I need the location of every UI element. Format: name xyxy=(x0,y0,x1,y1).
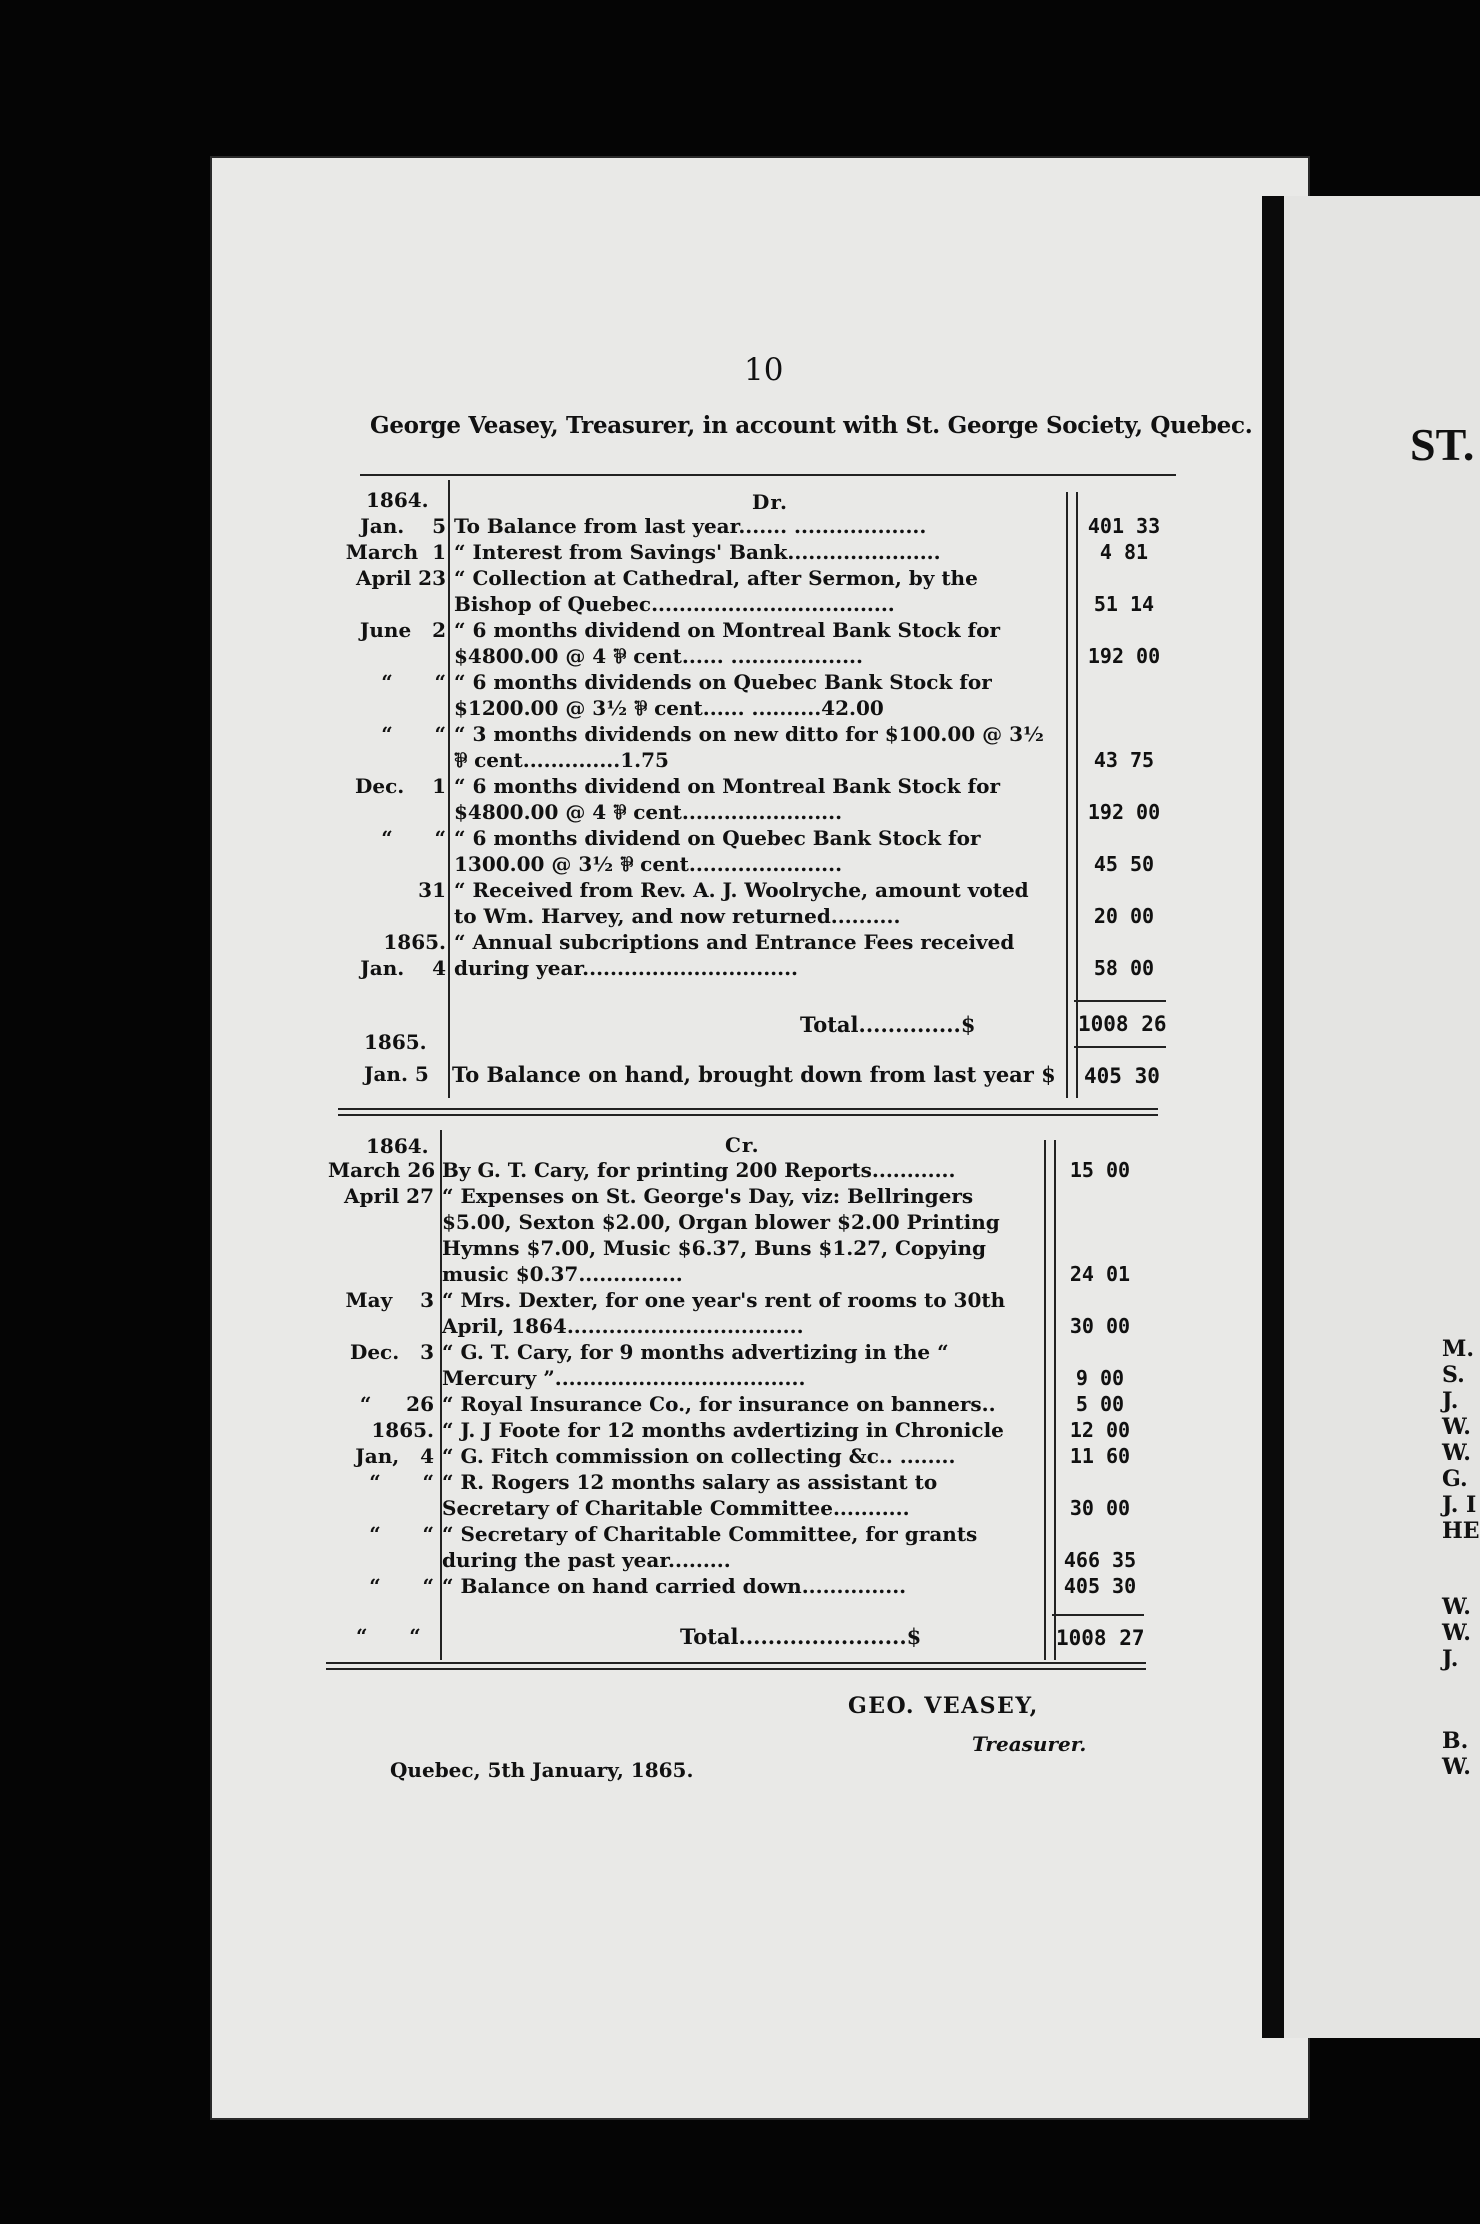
entry-date: March 1 xyxy=(345,540,446,564)
signature-name: GEO. VEASEY, xyxy=(848,1693,1039,1719)
entry-description: “ Expenses on St. George's Day, viz: Bellringers $5.00, Sexton $2.00, Organ blower $2.00 Printing Hymns $7.00, Music $6.37, Buns $1.27, Copying music $0.37............... xyxy=(442,1184,1000,1286)
page-heading: George Veasey, Treasurer, in account with St. George Society, Quebec. xyxy=(370,412,1253,439)
ledger-entry xyxy=(340,929,1170,981)
ledger-entry xyxy=(340,773,1170,825)
ledger-entry xyxy=(340,539,1170,565)
ledger-entry xyxy=(340,825,1170,877)
entry-description: “ Secretary of Charitable Committee, for grants during the past year......... xyxy=(442,1522,978,1572)
entry-amount: 20 00 xyxy=(1093,904,1155,928)
entry-description: “ Interest from Savings' Bank...................... xyxy=(454,540,941,564)
ledger-entry xyxy=(340,565,1170,617)
credit-total-date: “ “ xyxy=(356,1624,421,1648)
entry-description: “ J. J Foote for 12 months avdertizing in Chronicle xyxy=(442,1418,1004,1442)
entry-amount: 43 75 xyxy=(1093,748,1155,772)
entry-date: “ “ xyxy=(369,1470,434,1494)
entry-amount: 45 50 xyxy=(1093,852,1155,876)
credit-total-label: Total.......................$ xyxy=(680,1624,922,1649)
facing-fragment: M. xyxy=(1442,1336,1475,1362)
ledger-entry xyxy=(328,1443,1146,1469)
entry-date: June 2 xyxy=(359,618,446,642)
entry-description: “ Balance on hand carried down............... xyxy=(442,1574,907,1598)
entry-description: To Balance from last year....... ................... xyxy=(454,514,927,538)
entry-amount: 401 33 xyxy=(1087,514,1161,538)
entry-description: “ Collection at Cathedral, after Sermon, by the Bishop of Quebec................................... xyxy=(454,566,978,616)
entry-date: “ “ xyxy=(381,670,446,694)
entry-date: March 26 xyxy=(328,1158,436,1182)
entry-description: “ G. Fitch commission on collecting &c.. ........ xyxy=(442,1444,956,1468)
ledger-entry xyxy=(340,513,1170,539)
entry-amount: 12 00 xyxy=(1069,1418,1131,1442)
credit-bottom-rule xyxy=(326,1662,1146,1664)
facing-fragment: J. I xyxy=(1442,1492,1477,1518)
page-number: 10 xyxy=(744,352,784,388)
ledger-entry xyxy=(328,1339,1146,1391)
credit-entries xyxy=(328,1157,1146,1599)
facing-fragment: B. xyxy=(1442,1728,1469,1754)
entry-date: “ “ xyxy=(369,1574,434,1598)
entry-date: Dec. 3 xyxy=(349,1340,434,1364)
debit-title: Dr. xyxy=(752,490,789,514)
entry-description: “ 6 months dividend on Montreal Bank Stock for $4800.00 @ 4 ⅌ cent....................... xyxy=(454,774,1000,824)
debit-total-amount: 1008 26 xyxy=(1078,1012,1167,1036)
ledger-entry xyxy=(328,1573,1146,1599)
entry-date: “ 26 xyxy=(359,1392,434,1416)
entry-description: “ R. Rogers 12 months salary as assistant to Secretary of Charitable Committee........... xyxy=(442,1470,938,1520)
entry-amount: 51 14 xyxy=(1093,592,1155,616)
entry-date: “ “ xyxy=(381,722,446,746)
entry-amount: 15 00 xyxy=(1069,1158,1131,1182)
entry-amount: 192 00 xyxy=(1087,800,1161,824)
entry-date: Jan, 4 xyxy=(355,1444,434,1468)
debit-total-rule xyxy=(1074,1000,1166,1002)
entry-date: “ “ xyxy=(369,1522,434,1546)
entry-amount: 192 00 xyxy=(1087,644,1161,668)
entry-date: April 27 xyxy=(343,1184,434,1208)
balance-label: To Balance on hand, brought down from last year $ xyxy=(452,1062,1056,1087)
facing-page-title: ST. xyxy=(1410,419,1475,470)
entry-description: “ G. T. Cary, for 9 months advertizing in the “ Mercury ”.................................... xyxy=(442,1340,949,1390)
facing-fragment: W. xyxy=(1442,1594,1471,1620)
ledger-entry xyxy=(328,1391,1146,1417)
credit-total-rule xyxy=(1052,1614,1144,1616)
entry-amount: 5 00 xyxy=(1075,1392,1125,1416)
debit-total-label: Total..............$ xyxy=(800,1012,976,1037)
facing-fragment: W. xyxy=(1442,1414,1471,1440)
entry-amount: 11 60 xyxy=(1069,1444,1131,1468)
facing-fragment: S. xyxy=(1442,1362,1465,1388)
entry-date: 1865. xyxy=(371,1418,434,1442)
entry-amount: 4 81 xyxy=(1099,540,1149,564)
entry-amount: 30 00 xyxy=(1069,1496,1131,1520)
ledger-entry xyxy=(340,617,1170,669)
facing-fragment: G. xyxy=(1442,1466,1468,1492)
ledger-entry xyxy=(328,1417,1146,1443)
entry-description: “ 6 months dividends on Quebec Bank Stock for $1200.00 @ 3½ ⅌ cent...... ..........42.00 xyxy=(454,670,992,720)
entry-date: 31 xyxy=(418,878,446,902)
ledger-entry xyxy=(328,1287,1146,1339)
facing-fragment: J. xyxy=(1442,1646,1459,1672)
entry-amount: 466 35 xyxy=(1063,1548,1137,1572)
credit-total-amount: 1008 27 xyxy=(1056,1626,1145,1650)
entry-date: Dec. 1 xyxy=(355,774,446,798)
balance-amount: 405 30 xyxy=(1084,1064,1160,1088)
ledger-entry xyxy=(340,877,1170,929)
entry-description: “ 6 months dividend on Quebec Bank Stock for 1300.00 @ 3½ ⅌ cent...................... xyxy=(454,826,981,876)
facing-fragment: W. xyxy=(1442,1620,1471,1646)
entry-date: April 23 xyxy=(355,566,446,590)
facing-fragment: W. xyxy=(1442,1440,1471,1466)
entry-date: “ “ xyxy=(381,826,446,850)
facing-fragment: HE xyxy=(1442,1518,1480,1544)
entry-date: 1865. Jan. 4 xyxy=(360,930,446,980)
entry-description: “ Mrs. Dexter, for one year's rent of rooms to 30th April, 1864.................................. xyxy=(442,1288,1006,1338)
balance-date: Jan. 5 xyxy=(364,1062,429,1086)
entry-description: “ Royal Insurance Co., for insurance on banners.. xyxy=(442,1392,996,1416)
facing-page-fragments xyxy=(1442,1336,1480,1780)
credit-title: Cr. xyxy=(725,1133,760,1157)
ledger-entry xyxy=(328,1183,1146,1287)
facing-fragment: W. xyxy=(1442,1754,1471,1780)
entry-date: May 3 xyxy=(345,1288,434,1312)
entry-description: “ Received from Rev. A. J. Woolryche, amount voted to Wm. Harvey, and now returned.......... xyxy=(454,878,1029,928)
facing-fragment: J. xyxy=(1442,1388,1459,1414)
debit-entries xyxy=(340,513,1170,981)
ledger-entry xyxy=(328,1469,1146,1521)
entry-amount: 24 01 xyxy=(1069,1262,1131,1286)
ledger-entry xyxy=(340,669,1170,721)
top-rule xyxy=(360,474,1176,476)
ledger-entry xyxy=(328,1521,1146,1573)
ledger-entry xyxy=(340,721,1170,773)
entry-description: “ 3 months dividends on new ditto for $100.00 @ 3½ ⅌ cent..............1.75 xyxy=(454,722,1044,772)
balance-year: 1865. xyxy=(364,1030,427,1054)
entry-date: Jan. 5 xyxy=(360,514,446,538)
entry-amount: 9 00 xyxy=(1075,1366,1125,1390)
ledger-entry xyxy=(328,1157,1146,1183)
book-gutter xyxy=(1262,196,1284,2038)
entry-amount: 30 00 xyxy=(1069,1314,1131,1338)
signature-title: Treasurer. xyxy=(972,1732,1087,1756)
credit-year: 1864. xyxy=(366,1134,429,1158)
entry-amount: 405 30 xyxy=(1063,1574,1137,1598)
place-and-date: Quebec, 5th January, 1865. xyxy=(390,1758,694,1782)
entry-amount: 58 00 xyxy=(1093,956,1155,980)
entry-description: “ Annual subcriptions and Entrance Fees received during year............................... xyxy=(454,930,1015,980)
debit-total-underline xyxy=(1074,1046,1166,1048)
debit-year: 1864. xyxy=(366,488,429,512)
section-divider-double xyxy=(338,1114,1158,1116)
credit-bottom-rule-double xyxy=(326,1668,1146,1670)
section-divider xyxy=(338,1108,1158,1110)
entry-description: “ 6 months dividend on Montreal Bank Stock for $4800.00 @ 4 ⅌ cent...... ................... xyxy=(454,618,1000,668)
entry-description: By G. T. Cary, for printing 200 Reports............ xyxy=(442,1158,956,1182)
